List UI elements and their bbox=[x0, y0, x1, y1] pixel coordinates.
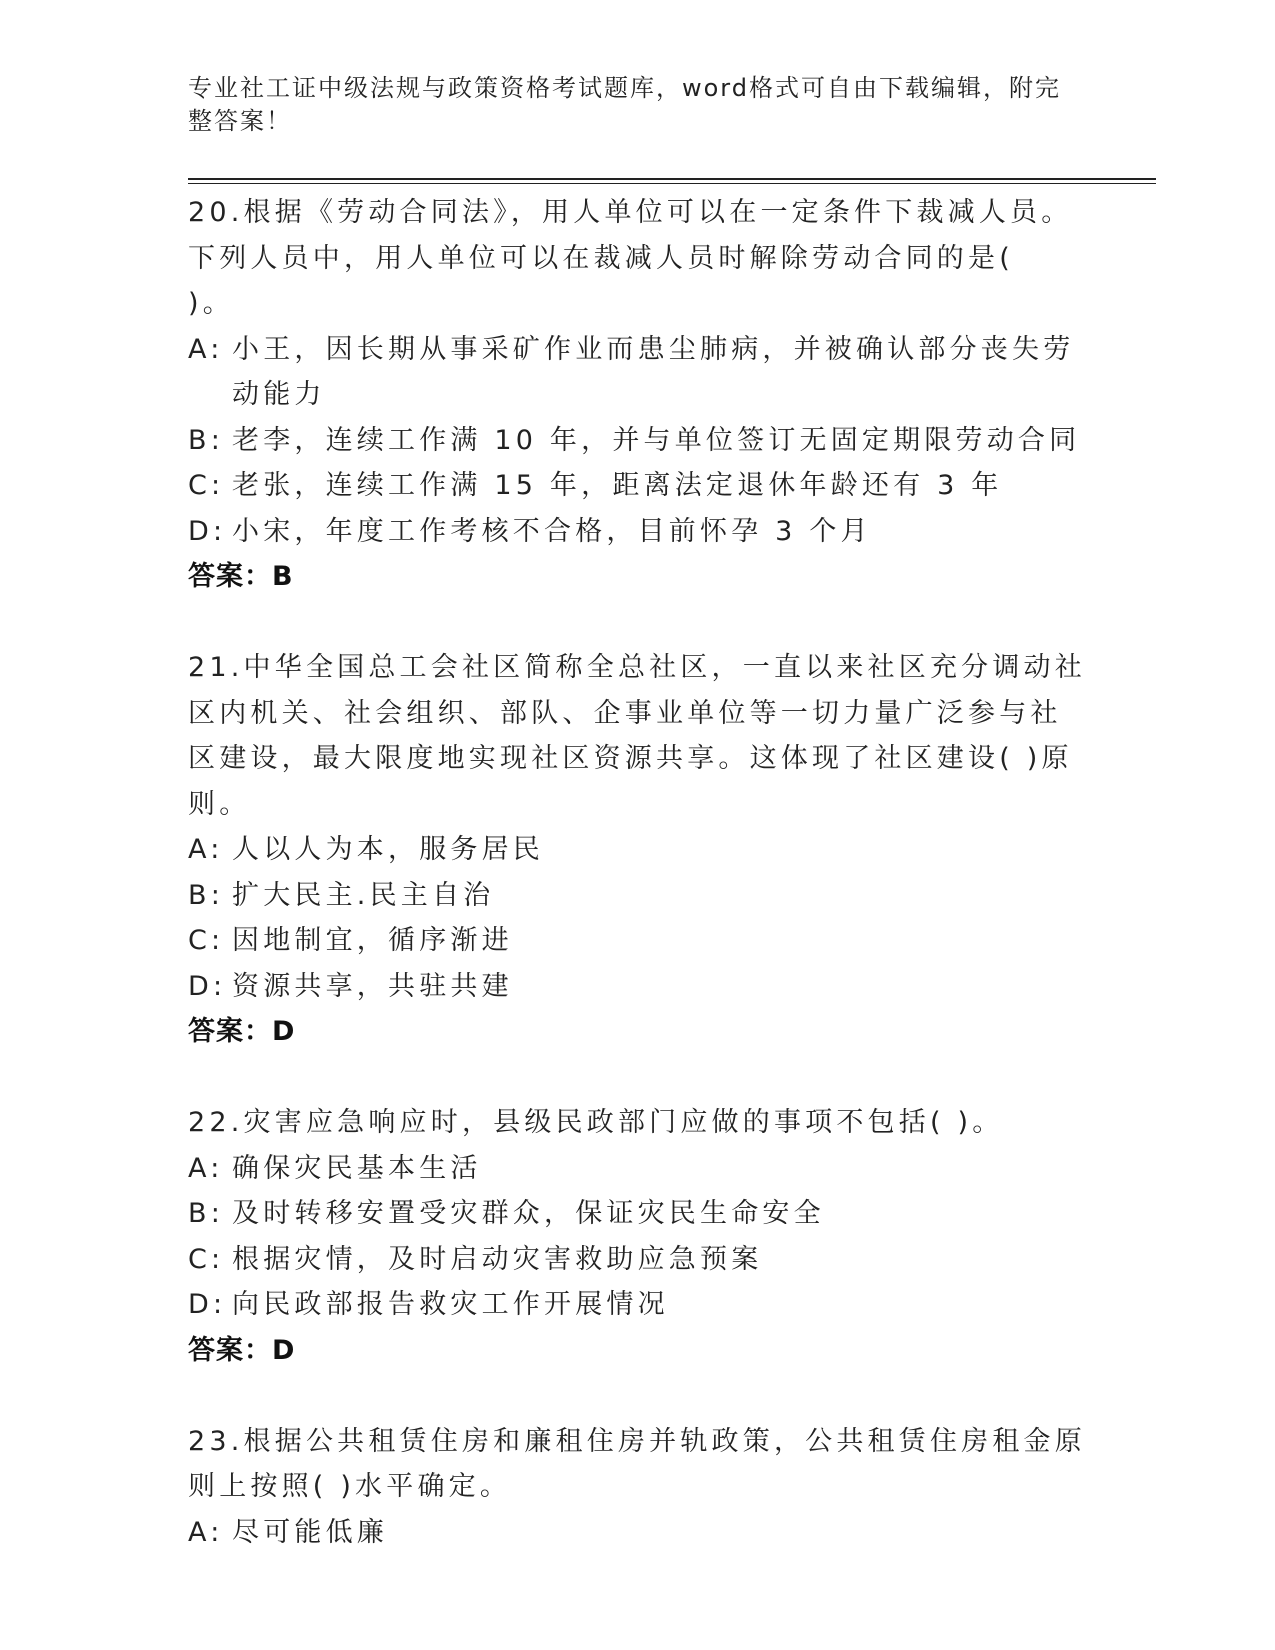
option-a bbox=[188, 827, 1088, 873]
option-text: 小王，因长期从事采矿作业而患尘肺病，并被确认部分丧失劳动能力 bbox=[232, 333, 1075, 410]
question-list bbox=[188, 190, 1088, 1555]
question-text: 中华全国总工会社区简称全总社区，一直以来社区充分调动社区内机关、社会组织、部队、企事业单位等一切力量广泛参与社区建设，最大限度地实现社区资源共享。这体现了社区建设( )原则。 bbox=[188, 652, 1086, 820]
question-stem bbox=[188, 1419, 1088, 1510]
question-stem bbox=[188, 190, 1088, 327]
option-d bbox=[188, 509, 1088, 555]
question-text: 根据公共租赁住房和廉租住房并轨政策，公共租赁住房租金原则上按照( )水平确定。 bbox=[188, 1425, 1086, 1502]
question-number: 20. bbox=[188, 197, 244, 228]
question-number: 23. bbox=[188, 1425, 244, 1457]
question-23 bbox=[188, 1419, 1088, 1556]
question-spacer bbox=[188, 600, 1088, 646]
option-key: A: bbox=[188, 1516, 224, 1548]
option-text: 及时转移安置受灾群众，保证灾民生命安全 bbox=[232, 1198, 825, 1229]
option-a bbox=[188, 1510, 1088, 1556]
option-a bbox=[188, 327, 1088, 418]
question-stem bbox=[188, 1100, 1088, 1146]
option-c bbox=[188, 1237, 1088, 1283]
answer-line: 答案：D bbox=[188, 1016, 296, 1047]
option-key: B: bbox=[188, 424, 225, 456]
option-text: 老张，连续工作满 15 年，距离法定退休年龄还有 3 年 bbox=[232, 470, 1003, 501]
option-key: A: bbox=[188, 1152, 224, 1184]
question-text: 灾害应急响应时，县级民政部门应做的事项不包括( )。 bbox=[243, 1107, 1004, 1138]
option-text: 老李，连续工作满 10 年，并与单位签订无固定期限劳动合同 bbox=[232, 424, 1081, 456]
question-number: 21. bbox=[188, 652, 244, 683]
question-number: 22. bbox=[188, 1107, 244, 1138]
answer-line: 答案：B bbox=[188, 561, 294, 592]
option-key: A: bbox=[188, 834, 224, 865]
option-b bbox=[188, 1191, 1088, 1237]
question-spacer bbox=[188, 1055, 1088, 1101]
option-text: 确保灾民基本生活 bbox=[232, 1152, 482, 1184]
option-text: 向民政部报告救灾工作开展情况 bbox=[232, 1289, 669, 1320]
option-key: D: bbox=[188, 1289, 227, 1320]
question-text: 根据《劳动合同法》，用人单位可以在一定条件下裁减人员。下列人员中，用人单位可以在裁减人员时解除劳动合同的是( )。 bbox=[188, 197, 1073, 319]
header-rule-thick bbox=[188, 178, 1156, 180]
option-c bbox=[188, 918, 1088, 964]
option-key: A: bbox=[188, 333, 224, 365]
option-b bbox=[188, 873, 1088, 919]
option-b bbox=[188, 418, 1088, 464]
option-text: 尽可能低廉 bbox=[232, 1516, 388, 1548]
question-21 bbox=[188, 645, 1088, 1055]
page-header: 专业社工证中级法规与政策资格考试题库，word格式可自由下载编辑，附完整答案！ bbox=[188, 74, 1061, 135]
option-d bbox=[188, 964, 1088, 1010]
option-text: 因地制宜，循序渐进 bbox=[232, 925, 513, 956]
option-a bbox=[188, 1146, 1088, 1192]
option-text: 小宋，年度工作考核不合格，目前怀孕 3 个月 bbox=[232, 515, 872, 547]
question-stem bbox=[188, 645, 1088, 827]
answer-line: 答案：D bbox=[188, 1334, 296, 1366]
option-c bbox=[188, 463, 1088, 509]
option-text: 根据灾情，及时启动灾害救助应急预案 bbox=[232, 1243, 763, 1275]
option-key: C: bbox=[188, 470, 225, 501]
option-text: 资源共享，共驻共建 bbox=[232, 970, 513, 1002]
option-key: D: bbox=[188, 515, 227, 547]
option-key: D: bbox=[188, 970, 227, 1002]
question-22 bbox=[188, 1100, 1088, 1373]
question-20 bbox=[188, 190, 1088, 600]
option-key: C: bbox=[188, 1243, 225, 1275]
option-key: B: bbox=[188, 1198, 225, 1229]
option-key: C: bbox=[188, 925, 225, 956]
option-text: 扩大民主.民主自治 bbox=[232, 879, 495, 911]
question-spacer bbox=[188, 1373, 1088, 1419]
option-d bbox=[188, 1282, 1088, 1328]
option-key: B: bbox=[188, 879, 225, 911]
header-rule-thin bbox=[188, 183, 1156, 184]
option-text: 人以人为本，服务居民 bbox=[232, 834, 544, 865]
